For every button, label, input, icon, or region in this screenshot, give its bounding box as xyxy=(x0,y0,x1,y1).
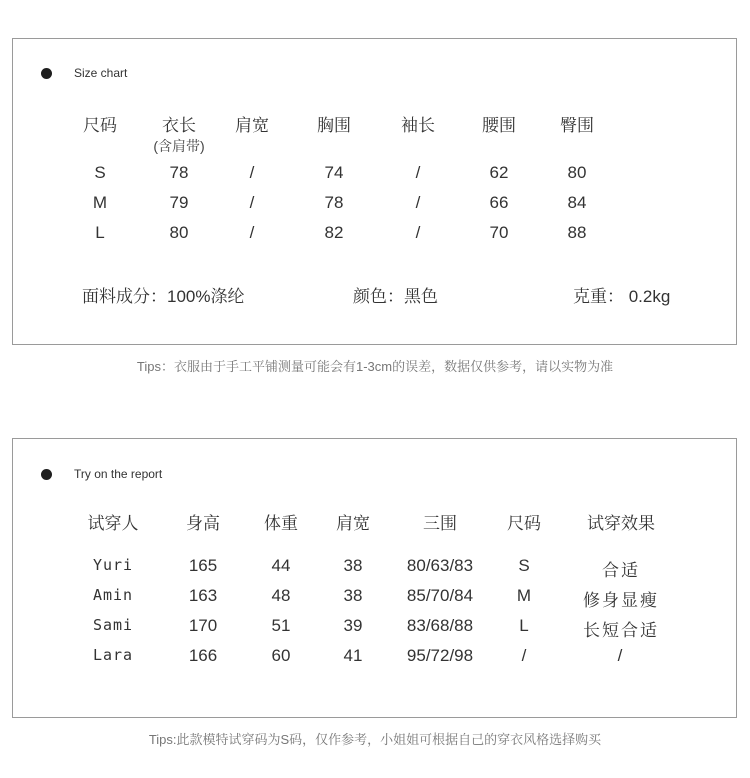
size-s-chest: 74 xyxy=(324,163,344,182)
tester-fit-effect: / xyxy=(617,646,625,665)
size-s-length: 78 xyxy=(169,163,189,182)
size-s-shoulder: / xyxy=(249,163,255,182)
header-shoulder: 肩宽 xyxy=(235,116,269,135)
tester-name: Sami xyxy=(92,616,134,634)
tester-height: 170 xyxy=(188,616,218,635)
tester-height: 163 xyxy=(188,586,218,605)
header-waist: 腰围 xyxy=(482,116,516,135)
size-l-sleeve: / xyxy=(415,223,421,242)
header-chest: 胸围 xyxy=(317,116,351,135)
tester-fit-effect: 修身显瘦 xyxy=(583,591,659,610)
tester-weight: 48 xyxy=(271,586,291,605)
size-s-waist: 62 xyxy=(489,163,509,182)
tester-size: L xyxy=(519,616,529,635)
tester-size: M xyxy=(516,586,532,605)
tester-fit-effect: 合适 xyxy=(602,561,640,580)
size-m-shoulder: / xyxy=(249,193,255,212)
tester-weight: 60 xyxy=(271,646,291,665)
tester-size: S xyxy=(518,556,530,575)
weight-info: 克重： 0.2kg xyxy=(573,287,671,306)
size-s-label: S xyxy=(94,163,106,182)
size-l-shoulder: / xyxy=(249,223,255,242)
size-m-chest: 78 xyxy=(324,193,344,212)
tester-height: 165 xyxy=(188,556,218,575)
tester-size: / xyxy=(521,646,527,665)
size-l-waist: 70 xyxy=(489,223,509,242)
tester-measurements: 83/68/88 xyxy=(406,616,474,635)
size-m-hip: 84 xyxy=(567,193,587,212)
try-on-report-panel xyxy=(12,438,737,718)
tester-measurements: 95/72/98 xyxy=(406,646,474,665)
tester-shoulder: 38 xyxy=(343,586,363,605)
header-sleeve: 袖长 xyxy=(401,116,435,135)
header-weight: 体重 xyxy=(264,514,298,533)
tester-name: Amin xyxy=(92,586,134,604)
model-size-tip: Tips:此款模特试穿码为S码，仅作参考，小姐姐可根据自己的穿衣风格选择购买 xyxy=(148,732,602,747)
header-shoulder: 肩宽 xyxy=(336,514,370,533)
size-l-length: 80 xyxy=(169,223,189,242)
tester-measurements: 85/70/84 xyxy=(406,586,474,605)
tester-weight: 51 xyxy=(271,616,291,635)
tester-fit-effect: 长短合适 xyxy=(583,621,659,640)
fabric-info: 面料成分：100%涤纶 xyxy=(82,287,245,306)
size-l-hip: 88 xyxy=(567,223,587,242)
size-s-sleeve: / xyxy=(415,163,421,182)
tester-weight: 44 xyxy=(271,556,291,575)
size-m-label: M xyxy=(92,193,108,212)
tester-height: 166 xyxy=(188,646,218,665)
size-l-chest: 82 xyxy=(324,223,344,242)
size-m-waist: 66 xyxy=(489,193,509,212)
header-height: 身高 xyxy=(186,514,220,533)
size-m-length: 79 xyxy=(169,193,189,212)
tester-name: Yuri xyxy=(92,556,134,574)
color-info: 颜色：黑色 xyxy=(353,287,438,306)
header-tester: 试穿人 xyxy=(87,514,139,533)
bullet-icon xyxy=(41,68,52,79)
size-m-sleeve: / xyxy=(415,193,421,212)
tester-shoulder: 38 xyxy=(343,556,363,575)
try-on-report-title: Try on the report xyxy=(74,467,163,481)
size-l-label: L xyxy=(95,223,105,242)
header-fit-effect: 试穿效果 xyxy=(587,514,655,533)
header-size: 尺码 xyxy=(83,116,117,135)
tester-measurements: 80/63/83 xyxy=(406,556,474,575)
tester-name: Lara xyxy=(92,646,134,664)
header-hip: 臀围 xyxy=(560,116,594,135)
bullet-icon xyxy=(41,469,52,480)
tester-shoulder: 39 xyxy=(343,616,363,635)
tester-shoulder: 41 xyxy=(343,646,363,665)
measurement-tip: Tips：衣服由于手工平铺测量可能会有1-3cm的误差，数据仅供参考，请以实物为准 xyxy=(136,359,614,374)
size-s-hip: 80 xyxy=(567,163,587,182)
header-size: 尺码 xyxy=(507,514,541,533)
header-length-note: (含肩带) xyxy=(153,138,205,154)
header-measurements: 三围 xyxy=(423,514,457,533)
size-chart-title: Size chart xyxy=(74,66,128,80)
size-chart-panel xyxy=(12,38,737,345)
header-length: 衣长 xyxy=(162,116,196,135)
